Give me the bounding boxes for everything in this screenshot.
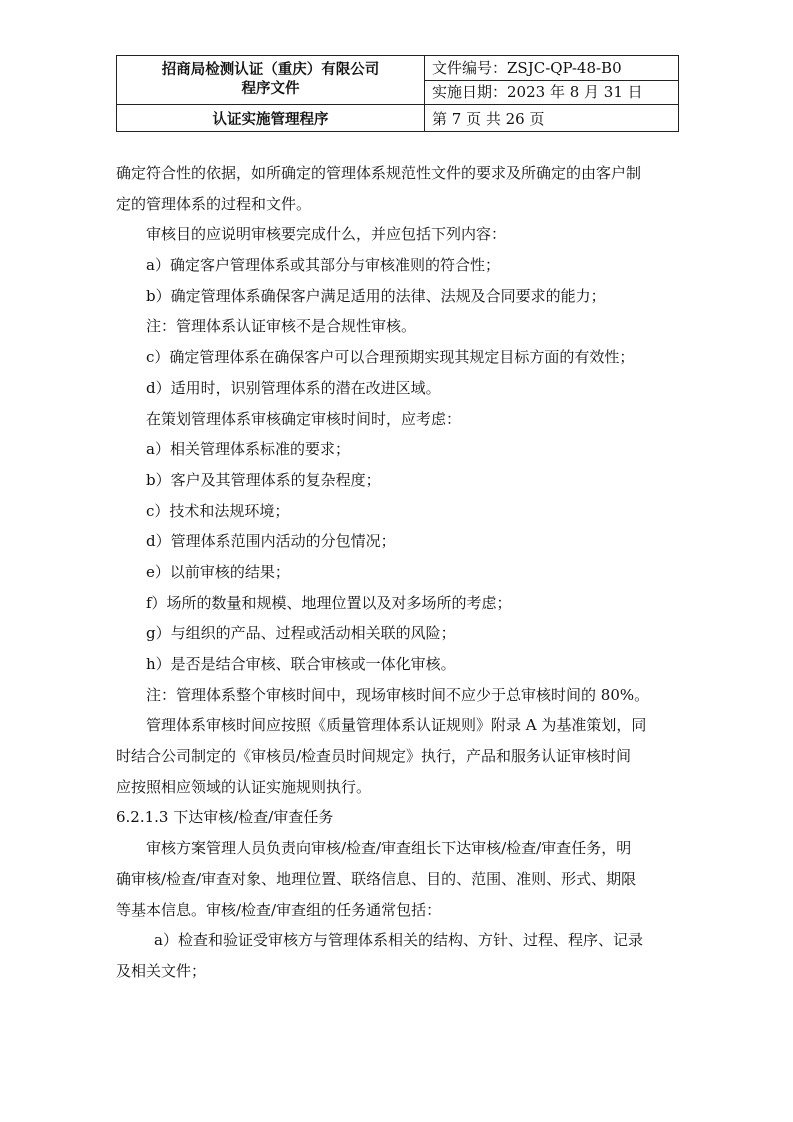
paragraph-line: 确定符合性的依据，如所确定的管理体系规范性文件的要求及所确定的由客户制: [116, 164, 642, 182]
document-type: 程序文件: [241, 81, 300, 97]
document-number: 文件编号：ZSJC-QP-48-B0: [425, 56, 678, 81]
paragraph-line: 审核目的应说明审核要完成什么，并应包括下列内容：: [146, 225, 507, 244]
list-item: g）与组织的产品、过程或活动相关联的风险；: [146, 624, 456, 643]
effective-date: 实施日期：2023 年 8 月 31 日: [432, 83, 643, 101]
list-item: a）确定客户管理体系或其部分与审核准则的符合性；: [146, 256, 500, 275]
list-item: f）场所的数量和规模、地理位置以及对多场所的考虑；: [146, 593, 512, 612]
section-heading: 6.2.1.3 下达审核/检查/审查任务: [116, 808, 334, 827]
list-item: b）确定管理体系确保客户满足适用的法律、法规及合同要求的能力；: [146, 286, 606, 305]
paragraph-line: 定的管理体系的过程和文件。: [116, 194, 312, 213]
document-title: 认证实施管理程序: [117, 105, 425, 132]
list-item: a）检查和验证受审核方与管理体系相关的结构、方针、过程、程序、记录: [154, 931, 643, 950]
company-name: 招商局检测认证（重庆）有限公司: [161, 62, 380, 78]
paragraph-line: 管理体系审核时间应按照《质量管理体系认证规则》附录 A 为基准策划，同: [146, 716, 647, 735]
paragraph-line: 确审核/检查/审查对象、地理位置、联络信息、目的、范围、准则、形式、期限: [116, 869, 637, 888]
document-header-table: [116, 55, 679, 132]
list-item: d）适用时，识别管理体系的潜在改进区域。: [146, 378, 441, 397]
paragraph-line: 审核方案管理人员负责向审核/检查/审查组长下达审核/检查/审查任务，明: [146, 839, 632, 858]
document-body: [116, 158, 680, 987]
list-item: c）技术和法规环境；: [146, 501, 290, 520]
list-item: d）管理体系范围内活动的分包情况；: [146, 532, 396, 551]
list-item: h）是否是结合审核、联合审核或一体化审核。: [146, 655, 456, 673]
paragraph-line: 时结合公司制定的《审核员/检查员时间规定》执行，产品和服务认证审核时间: [116, 747, 632, 766]
paragraph-line: 等基本信息。审核/检查/审查组的任务通常包括：: [116, 900, 442, 919]
company-cell: [117, 56, 425, 105]
list-item: a）相关管理体系标准的要求；: [146, 440, 350, 459]
note-line: 注：管理体系整个审核时间中，现场审核时间不应少于总审核时间的 80%。: [146, 685, 650, 704]
paragraph-line: 应按照相应领域的认证实施规则执行。: [116, 777, 372, 796]
page-info: 第 7 页 共 26 页: [425, 105, 679, 132]
note-line: 注：管理体系认证审核不是合规性审核。: [146, 317, 417, 336]
paragraph-line: 在策划管理体系审核确定审核时间时，应考虑：: [146, 409, 462, 428]
list-item: e）以前审核的结果；: [146, 562, 290, 581]
doc-meta-cell: [425, 56, 679, 105]
list-item: c）确定管理体系在确保客户可以合理预期实现其规定目标方面的有效性；: [146, 348, 635, 367]
paragraph-line: 及相关文件；: [116, 961, 207, 980]
list-item: b）客户及其管理体系的复杂程度；: [146, 470, 381, 489]
